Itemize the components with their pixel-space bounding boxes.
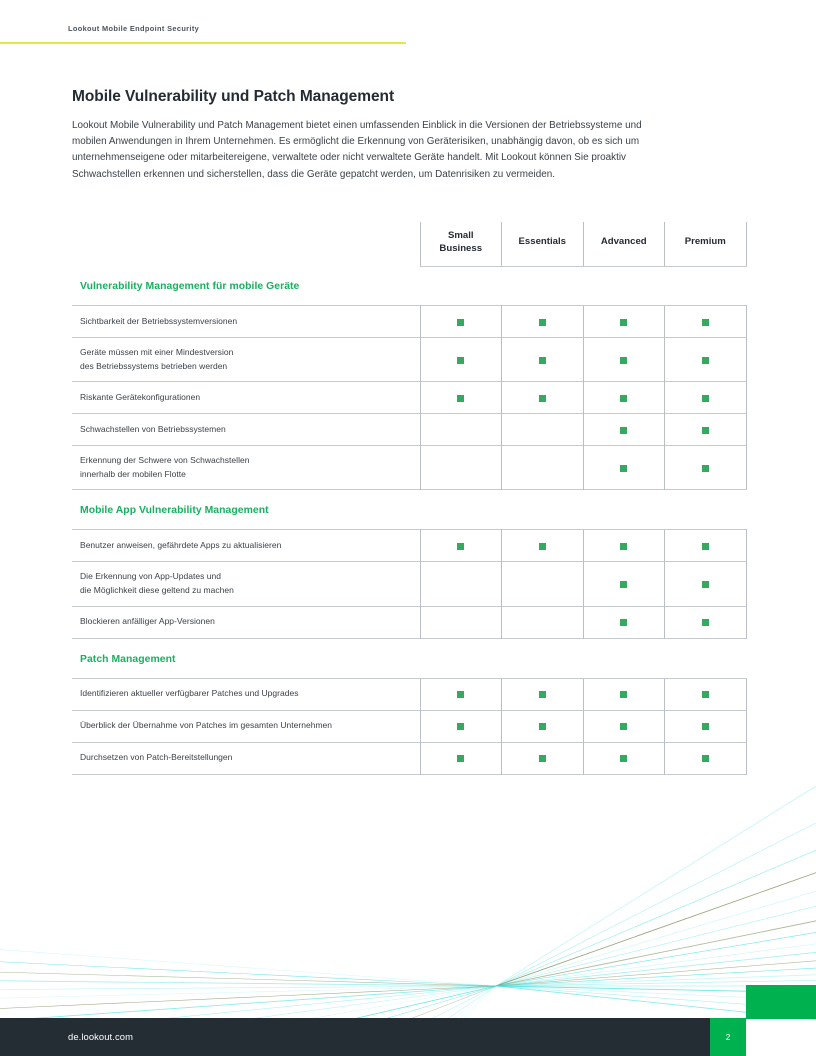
table-row: [72, 606, 746, 638]
included-marker-icon: [539, 691, 546, 698]
table-row: [72, 742, 746, 774]
feature-name-cell: [72, 606, 420, 638]
column-header-essentials: [502, 222, 584, 266]
tier-availability-cell: [583, 414, 665, 446]
column-header-advanced: [583, 222, 665, 266]
tier-availability-cell: [583, 338, 665, 382]
decor-ray: [0, 986, 496, 992]
section-heading-label: Patch Management: [80, 653, 176, 665]
section-block-end-tier: [420, 774, 502, 775]
feature-name-cell: [72, 530, 420, 562]
tier-label-line1: Essentials: [518, 236, 566, 248]
tier-availability-cell: [583, 562, 665, 606]
feature-name-cell: [72, 678, 420, 710]
tier-availability-cell: [420, 530, 502, 562]
footer-website-url[interactable]: de.lookout.com: [68, 1031, 133, 1042]
included-marker-icon: [702, 357, 709, 364]
tier-availability-cell: [502, 562, 584, 606]
tier-availability-cell: [583, 306, 665, 338]
tier-label-line1: Small: [447, 230, 474, 242]
tier-availability-cell: [502, 678, 584, 710]
included-marker-icon: [702, 427, 709, 434]
tier-availability-cell: [502, 414, 584, 446]
feature-label-line2: die Möglichkeit diese geltend zu machen: [80, 584, 234, 595]
included-marker-icon: [620, 755, 627, 762]
table-head: [72, 222, 746, 266]
section-heading-spacer: [420, 266, 502, 306]
included-marker-icon: [620, 691, 627, 698]
feature-name-cell: [72, 710, 420, 742]
tier-availability-cell: [502, 338, 584, 382]
included-marker-icon: [539, 357, 546, 364]
included-marker-icon: [457, 319, 464, 326]
included-marker-icon: [539, 723, 546, 730]
included-marker-icon: [457, 755, 464, 762]
section-heading-spacer: [583, 639, 665, 679]
included-marker-icon: [620, 543, 627, 550]
feature-name-cell: [72, 562, 420, 606]
included-marker-icon: [702, 581, 709, 588]
included-marker-icon: [539, 395, 546, 402]
tier-availability-cell: [665, 338, 747, 382]
footer-page-number: 2: [710, 1018, 746, 1056]
included-marker-icon: [620, 395, 627, 402]
page-title: Mobile Vulnerability und Patch Management: [72, 88, 395, 105]
included-marker-icon: [620, 357, 627, 364]
tier-availability-cell: [583, 382, 665, 414]
feature-name-cell: [72, 742, 420, 774]
included-marker-icon: [620, 427, 627, 434]
tier-availability-cell: [665, 382, 747, 414]
feature-label-line1: Überblick der Übernahme von Patches im gesamten Unternehmen: [80, 720, 333, 731]
tier-availability-cell: [420, 338, 502, 382]
decor-ray: [496, 931, 816, 986]
section-heading-cell: [72, 266, 420, 306]
tier-label-line1: Advanced: [600, 236, 647, 248]
included-marker-icon: [702, 465, 709, 472]
tier-availability-cell: [665, 414, 747, 446]
tier-availability-cell: [502, 742, 584, 774]
section-heading-spacer: [665, 490, 747, 530]
feature-label-line1: Geräte müssen mit einer Mindestversion: [80, 347, 234, 357]
decor-ray: [496, 947, 816, 986]
not-included-placeholder: [539, 427, 546, 434]
tier-availability-cell: [665, 306, 747, 338]
tier-availability-cell: [502, 306, 584, 338]
included-marker-icon: [702, 755, 709, 762]
accent-green-block: [746, 985, 816, 1019]
tier-availability-cell: [502, 446, 584, 490]
decor-ray: [496, 913, 816, 986]
included-marker-icon: [702, 691, 709, 698]
feature-name-cell: [72, 414, 420, 446]
tier-availability-cell: [665, 678, 747, 710]
included-marker-icon: [457, 543, 464, 550]
section-heading-spacer: [502, 266, 584, 306]
decor-ray: [496, 895, 816, 986]
included-marker-icon: [539, 319, 546, 326]
tier-availability-cell: [583, 446, 665, 490]
section-heading-spacer: [420, 639, 502, 679]
table-row: [72, 338, 746, 382]
feature-label-line1: Riskante Gerätekonfigurationen: [80, 391, 201, 402]
feature-name-cell: [72, 446, 420, 490]
tier-comparison-table: [72, 222, 747, 775]
included-marker-icon: [702, 543, 709, 550]
section-heading-spacer: [420, 490, 502, 530]
section-heading-label: Mobile App Vulnerability Management: [80, 505, 269, 517]
section-heading-cell: [72, 490, 420, 530]
not-included-placeholder: [539, 581, 546, 588]
not-included-placeholder: [457, 427, 464, 434]
not-included-placeholder: [539, 465, 546, 472]
tier-availability-cell: [420, 414, 502, 446]
not-included-placeholder: [457, 581, 464, 588]
feature-label-line1: Erkennung der Schwere von Schwachstellen: [80, 455, 250, 466]
section-heading-label: Vulnerability Management für mobile Geräte: [80, 281, 300, 292]
tier-availability-cell: [665, 742, 747, 774]
tier-availability-cell: [583, 530, 665, 562]
tier-availability-cell: [420, 742, 502, 774]
column-header-feature: [72, 222, 420, 266]
not-included-placeholder: [457, 465, 464, 472]
tier-availability-cell: [583, 606, 665, 638]
included-marker-icon: [457, 691, 464, 698]
feature-label-line1: Die Erkennung von App-Updates und: [80, 571, 222, 582]
intro-paragraph: Lookout Mobile Vulnerability und Patch Management bietet einen umfassenden Einblick in die Versionen der Betriebssysteme und mobilen Anwendungen in Ihrem Unternehmen. Es ermöglicht die Erkennung von Geräterisiken, unabhängig davon, ob es sich um unternehmenseigene oder mitarbeitereigene, verwaltete oder nicht verwaltete Geräte handelt. Mit Lookout können Sie proaktiv Schwachstellen erkennen und sicherstellen, dass die Geräte gepatcht werden, um Datenrisiken zu vermeiden.: [72, 120, 642, 180]
table-row: [72, 678, 746, 710]
section-heading-row: [72, 266, 746, 306]
included-marker-icon: [620, 465, 627, 472]
section-heading-spacer: [665, 639, 747, 679]
tier-availability-cell: [583, 742, 665, 774]
tier-availability-cell: [420, 306, 502, 338]
included-marker-icon: [620, 619, 627, 626]
feature-name-cell: [72, 382, 420, 414]
table-row: [72, 446, 746, 490]
included-marker-icon: [620, 319, 627, 326]
feature-label-line1: Schwachstellen von Betriebssystemen: [80, 423, 226, 434]
tier-availability-cell: [420, 678, 502, 710]
tier-availability-cell: [420, 710, 502, 742]
document-eyebrow-label: Lookout Mobile Endpoint Security: [68, 24, 200, 33]
section-block-end-tier: [502, 774, 584, 775]
tier-availability-cell: [420, 606, 502, 638]
table-row: [72, 414, 746, 446]
section-heading-spacer: [583, 266, 665, 306]
tier-availability-cell: [665, 606, 747, 638]
table-body: [72, 266, 746, 775]
not-included-placeholder: [539, 619, 546, 626]
tier-label-line2: Business: [439, 242, 483, 254]
feature-label-line1: Durchsetzen von Patch-Bereitstellungen: [80, 752, 233, 763]
section-heading-spacer: [502, 639, 584, 679]
table-row: [72, 530, 746, 562]
tier-availability-cell: [583, 710, 665, 742]
included-marker-icon: [702, 619, 709, 626]
table-row: [72, 306, 746, 338]
included-marker-icon: [457, 395, 464, 402]
section-heading-spacer: [665, 266, 747, 306]
header-accent-rule: [0, 42, 406, 44]
decor-ray: [496, 846, 816, 986]
decor-ray: [0, 986, 496, 1006]
section-heading-spacer: [502, 490, 584, 530]
included-marker-icon: [620, 723, 627, 730]
tier-availability-cell: [502, 606, 584, 638]
feature-label-line1: Benutzer anweisen, gefährdete Apps zu aktualisieren: [80, 540, 282, 551]
feature-label-line2: des Betriebssystems betrieben werden: [80, 360, 228, 371]
section-block-end-tier: [665, 774, 747, 775]
tier-availability-cell: [583, 678, 665, 710]
included-marker-icon: [702, 723, 709, 730]
feature-name-cell: [72, 338, 420, 382]
included-marker-icon: [539, 755, 546, 762]
table-row: [72, 382, 746, 414]
decor-ray: [496, 962, 816, 986]
tier-availability-cell: [502, 382, 584, 414]
tier-label-line1: Premium: [684, 236, 726, 248]
decor-ray: [0, 963, 496, 986]
included-marker-icon: [702, 319, 709, 326]
included-marker-icon: [457, 723, 464, 730]
section-block-end: [72, 774, 746, 775]
column-header-small-business: [420, 222, 502, 266]
tier-availability-cell: [420, 382, 502, 414]
tier-availability-cell: [665, 530, 747, 562]
page-header: [0, 0, 816, 46]
included-marker-icon: [702, 395, 709, 402]
section-heading-row: [72, 639, 746, 679]
table-row: [72, 562, 746, 606]
section-heading-spacer: [583, 490, 665, 530]
section-heading-cell: [72, 639, 420, 679]
included-marker-icon: [539, 543, 546, 550]
tier-availability-cell: [665, 446, 747, 490]
decor-ray: [496, 787, 816, 986]
feature-label-line1: Identifizieren aktueller verfügbarer Patches und Upgrades: [80, 688, 299, 699]
table-row: [72, 710, 746, 742]
decor-ray: [0, 946, 496, 986]
tier-availability-cell: [420, 562, 502, 606]
tier-availability-cell: [665, 710, 747, 742]
table-header-row: [72, 222, 746, 266]
decor-ray: [496, 817, 816, 986]
feature-label-line1: Sichtbarkeit der Betriebssystemversionen: [80, 315, 238, 326]
section-block-end-tier: [583, 774, 665, 775]
decor-ray: [0, 977, 496, 986]
section-heading-row: [72, 490, 746, 530]
column-header-premium: [665, 222, 747, 266]
section-block-end-feature: [72, 774, 420, 775]
page-footer: [0, 1018, 816, 1056]
tier-availability-cell: [420, 446, 502, 490]
tier-availability-cell: [502, 710, 584, 742]
feature-name-cell: [72, 306, 420, 338]
content-block: [72, 88, 746, 183]
tier-comparison-table-wrap: [72, 222, 746, 775]
decor-ray: [496, 752, 816, 986]
tier-availability-cell: [502, 530, 584, 562]
feature-label-line1: Blockieren anfälliger App-Versionen: [80, 616, 215, 627]
not-included-placeholder: [457, 619, 464, 626]
decor-ray: [496, 870, 816, 986]
included-marker-icon: [457, 357, 464, 364]
feature-label-line2: innerhalb der mobilen Flotte: [80, 468, 186, 479]
tier-availability-cell: [665, 562, 747, 606]
decor-ray: [0, 926, 496, 986]
included-marker-icon: [620, 581, 627, 588]
